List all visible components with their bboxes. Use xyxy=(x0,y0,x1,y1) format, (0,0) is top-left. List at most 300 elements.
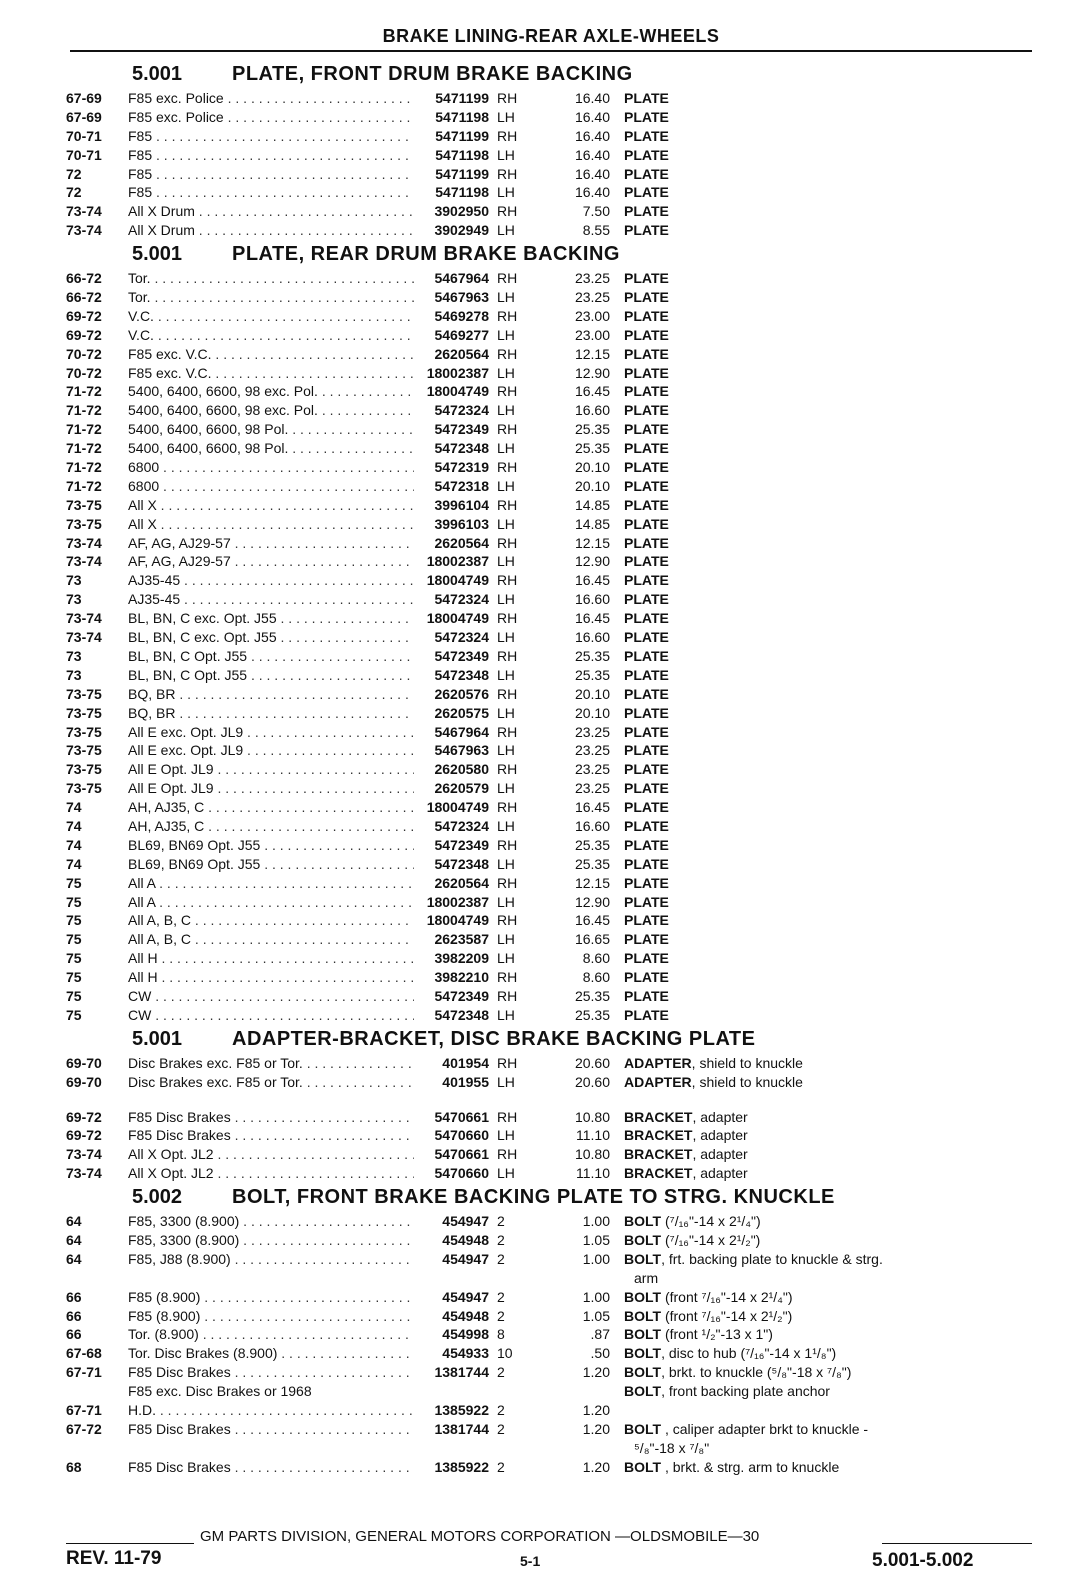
application-cell xyxy=(128,817,414,836)
description-line xyxy=(624,1006,1024,1025)
description-name: PLATE xyxy=(624,307,669,324)
description-cell xyxy=(624,1344,1024,1363)
price-cell: 16.40 xyxy=(574,184,610,201)
description-name: BOLT xyxy=(624,1288,662,1305)
description-cell xyxy=(624,288,1024,307)
price-cell: 16.65 xyxy=(574,931,610,948)
year-cell: 75 xyxy=(66,1006,82,1023)
parts-row xyxy=(66,1420,1032,1458)
description-name: PLATE xyxy=(624,270,669,287)
price-cell: 23.25 xyxy=(574,780,610,797)
application-cell xyxy=(128,779,414,798)
application-cell xyxy=(128,930,414,949)
price-cell: 23.00 xyxy=(574,326,610,343)
section-title: PLATE, FRONT DRUM BRAKE BACKING xyxy=(232,63,633,85)
price-cell: 10.80 xyxy=(574,1108,610,1125)
price-cell: 14.85 xyxy=(574,515,610,532)
description-cell xyxy=(624,1006,1024,1025)
parts-row xyxy=(66,987,1032,1006)
parts-row xyxy=(66,534,1032,553)
quantity-cell: LH xyxy=(497,553,515,570)
description-name: PLATE xyxy=(624,515,669,532)
quantity-cell: RH xyxy=(497,987,518,1004)
quantity-cell: 10 xyxy=(497,1345,513,1362)
price-cell: 20.10 xyxy=(574,685,610,702)
application-line: AH, AJ35, C . . . xyxy=(128,798,414,817)
application-line: All A . . . xyxy=(128,893,414,912)
description-line xyxy=(624,571,1024,590)
quantity-cell: RH xyxy=(497,610,518,627)
application-line: BL, BN, C Opt. J55 . . . xyxy=(128,647,414,666)
price-cell: 25.35 xyxy=(574,666,610,683)
description-cell xyxy=(624,307,1024,326)
description-name: PLATE xyxy=(624,647,669,664)
parts-row xyxy=(66,1288,1032,1307)
description-line xyxy=(624,496,1024,515)
application-cell xyxy=(128,760,414,779)
price-cell: 7.50 xyxy=(582,203,610,220)
application-line: 6800 . . . xyxy=(128,477,414,496)
price-cell: 12.90 xyxy=(574,553,610,570)
description-name: PLATE xyxy=(624,1006,669,1023)
description-line xyxy=(624,1145,1024,1164)
description-line xyxy=(624,288,1024,307)
year-cell: 73-74 xyxy=(66,1165,102,1182)
part-number-cell: 5472319 xyxy=(434,459,489,476)
parts-row xyxy=(66,798,1032,817)
application-line: All H . . . xyxy=(128,949,414,968)
application-cell xyxy=(128,987,414,1006)
price-cell: 23.00 xyxy=(574,307,610,324)
part-number-cell: 18002387 xyxy=(426,893,489,910)
quantity-cell: RH xyxy=(497,647,518,664)
part-number-cell: 2620575 xyxy=(434,704,489,721)
part-number-cell: 2623587 xyxy=(434,931,489,948)
price-cell: 16.40 xyxy=(574,90,610,106)
part-number-cell: 454947 xyxy=(442,1288,489,1305)
description-line xyxy=(624,836,1024,855)
description-detail: , shield to knuckle xyxy=(691,1054,803,1071)
section-number: 5.002 xyxy=(132,1186,183,1209)
description-cell xyxy=(624,760,1024,779)
parts-row xyxy=(66,1006,1032,1025)
year-cell: 73 xyxy=(66,572,82,589)
description-detail: , brkt. to knuckle (⁵/₈"-18 x ⁷/₈") xyxy=(661,1364,852,1381)
application-cell xyxy=(128,1458,414,1477)
description-name: BOLT xyxy=(624,1307,662,1324)
application-cell xyxy=(128,647,414,666)
description-cell xyxy=(624,1126,1024,1145)
description-name: BOLT xyxy=(624,1364,662,1381)
description-name: BRACKET xyxy=(624,1146,693,1163)
application-line: All A . . . xyxy=(128,874,414,893)
description-name: PLATE xyxy=(624,629,669,646)
price-cell: 20.60 xyxy=(574,1054,610,1071)
part-number-cell: 18004749 xyxy=(426,610,489,627)
description-name: PLATE xyxy=(624,459,669,476)
description-cell xyxy=(624,798,1024,817)
quantity-cell: LH xyxy=(497,780,515,797)
description-name: PLATE xyxy=(624,742,669,759)
description-line xyxy=(624,1073,1024,1092)
description-line xyxy=(624,1344,1024,1363)
application-cell xyxy=(128,571,414,590)
application-line: V.C. . . . xyxy=(128,307,414,326)
price-cell: 12.90 xyxy=(574,364,610,381)
application-line: F85 . . . xyxy=(128,165,414,184)
description-cell xyxy=(624,1164,1024,1183)
parts-row xyxy=(66,1325,1032,1344)
description-line xyxy=(624,911,1024,930)
description-name: PLATE xyxy=(624,780,669,797)
year-cell: 67-71 xyxy=(66,1402,102,1419)
part-number-cell: 2620564 xyxy=(434,874,489,891)
description-name: BOLT xyxy=(624,1250,662,1267)
year-cell: 73-74 xyxy=(66,222,102,239)
description-cell xyxy=(624,817,1024,836)
parts-row xyxy=(66,949,1032,968)
description-name: BOLT xyxy=(624,1420,662,1437)
quantity-cell: RH xyxy=(497,912,518,929)
quantity-cell: 2 xyxy=(497,1420,505,1437)
quantity-cell: LH xyxy=(497,326,515,343)
parts-row xyxy=(66,221,1032,240)
application-cell xyxy=(128,704,414,723)
parts-row xyxy=(66,477,1032,496)
description-name: BRACKET xyxy=(624,1108,693,1125)
year-cell: 66 xyxy=(66,1307,82,1324)
part-number-cell: 5472348 xyxy=(434,1006,489,1023)
description-line xyxy=(624,269,1024,288)
application-line: F85 (8.900) . . . xyxy=(128,1288,414,1307)
year-cell: 67-68 xyxy=(66,1345,102,1362)
application-cell xyxy=(128,345,414,364)
description-line xyxy=(624,458,1024,477)
part-number-cell: 5472349 xyxy=(434,836,489,853)
quantity-cell: RH xyxy=(497,572,518,589)
parts-row xyxy=(66,307,1032,326)
section-header xyxy=(66,1025,1032,1054)
year-cell: 75 xyxy=(66,987,82,1004)
description-line xyxy=(624,202,1024,221)
application-cell xyxy=(128,1212,414,1231)
description-cell xyxy=(624,221,1024,240)
parts-row xyxy=(66,1344,1032,1363)
application-line: F85 exc. Police . . . xyxy=(128,108,414,127)
description-name: BRACKET xyxy=(624,1127,693,1144)
description-cell xyxy=(624,108,1024,127)
year-cell: 69-72 xyxy=(66,307,102,324)
quantity-cell: RH xyxy=(497,496,518,513)
description-cell xyxy=(624,779,1024,798)
parts-row xyxy=(66,930,1032,949)
application-line: F85 Disc Brakes . . . xyxy=(128,1363,414,1382)
price-cell: 12.15 xyxy=(574,874,610,891)
price-cell: 8.55 xyxy=(582,222,610,239)
application-cell xyxy=(128,1231,414,1250)
year-cell: 64 xyxy=(66,1250,82,1267)
price-cell: 25.35 xyxy=(574,421,610,438)
application-cell xyxy=(128,741,414,760)
description-line xyxy=(624,1288,1024,1307)
parts-listing xyxy=(66,60,1032,1477)
price-cell: 16.45 xyxy=(574,610,610,627)
application-line: 6800 . . . xyxy=(128,458,414,477)
description-name: PLATE xyxy=(624,855,669,872)
description-cell xyxy=(624,1288,1024,1307)
price-cell: 23.25 xyxy=(574,761,610,778)
part-number-cell: 18004749 xyxy=(426,799,489,816)
description-name: PLATE xyxy=(624,666,669,683)
footer-publisher: GM PARTS DIVISION, GENERAL MOTORS CORPORATION —OLDSMOBILE—30 xyxy=(200,1528,760,1545)
description-line xyxy=(624,1325,1024,1344)
application-line: AF, AG, AJ29-57 . . . xyxy=(128,552,414,571)
description-name: PLATE xyxy=(624,146,669,163)
application-line: H.D. . . . xyxy=(128,1401,414,1420)
price-cell: 16.40 xyxy=(574,108,610,125)
description-cell xyxy=(624,609,1024,628)
price-cell: 16.60 xyxy=(574,402,610,419)
parts-row xyxy=(66,496,1032,515)
description-name: PLATE xyxy=(624,496,669,513)
year-cell: 66 xyxy=(66,1326,82,1343)
price-cell: 16.40 xyxy=(574,165,610,182)
parts-row xyxy=(66,968,1032,987)
description-line xyxy=(624,221,1024,240)
year-cell: 73-74 xyxy=(66,1146,102,1163)
description-name: PLATE xyxy=(624,591,669,608)
part-number-cell: 5471198 xyxy=(435,108,489,125)
application-cell xyxy=(128,420,414,439)
description-line xyxy=(624,515,1024,534)
application-line: All X . . . xyxy=(128,515,414,534)
application-line: Disc Brakes exc. F85 or Tor. . . . xyxy=(128,1073,414,1092)
quantity-cell: LH xyxy=(497,440,515,457)
price-cell: 20.60 xyxy=(574,1073,610,1090)
parts-row xyxy=(66,1231,1032,1250)
description-line xyxy=(624,89,1024,108)
description-cell xyxy=(624,1250,1024,1288)
quantity-cell: LH xyxy=(497,629,515,646)
description-name: PLATE xyxy=(624,383,669,400)
part-number-cell: 5467964 xyxy=(434,723,489,740)
price-cell: 1.05 xyxy=(582,1307,610,1324)
year-cell: 71-72 xyxy=(66,383,102,400)
application-line: AJ35-45 . . . xyxy=(128,571,414,590)
footer-rule-right xyxy=(882,1543,1032,1544)
parts-row xyxy=(66,628,1032,647)
application-cell xyxy=(128,1344,414,1363)
quantity-cell: RH xyxy=(497,799,518,816)
parts-row xyxy=(66,183,1032,202)
application-line: F85 . . . xyxy=(128,183,414,202)
description-cell xyxy=(624,477,1024,496)
footer-rule-left xyxy=(66,1543,194,1544)
year-cell: 67-72 xyxy=(66,1420,102,1437)
application-cell xyxy=(128,89,414,108)
description-cell xyxy=(624,571,1024,590)
price-cell: 12.90 xyxy=(574,893,610,910)
price-cell: 8.60 xyxy=(582,950,610,967)
description-detail: , front backing plate anchor xyxy=(661,1383,830,1400)
quantity-cell: RH xyxy=(497,1108,518,1125)
application-line: F85 (8.900) . . . xyxy=(128,1307,414,1326)
description-detail: , caliper adapter brkt to knuckle - xyxy=(661,1420,869,1437)
description-line xyxy=(624,307,1024,326)
parts-row xyxy=(66,202,1032,221)
description-line xyxy=(624,382,1024,401)
year-cell: 69-70 xyxy=(66,1073,102,1090)
parts-row xyxy=(66,893,1032,912)
description-line xyxy=(624,364,1024,383)
application-line: 5400, 6400, 6600, 98 Pol. . . . xyxy=(128,420,414,439)
application-cell xyxy=(128,382,414,401)
description-line xyxy=(624,1458,1024,1477)
parts-row xyxy=(66,836,1032,855)
part-number-cell: 1385922 xyxy=(434,1458,489,1475)
description-name: PLATE xyxy=(624,704,669,721)
year-cell: 73-75 xyxy=(66,685,102,702)
description-name: BOLT xyxy=(624,1213,662,1230)
parts-row xyxy=(66,515,1032,534)
price-cell: 23.25 xyxy=(574,270,610,287)
description-cell xyxy=(624,202,1024,221)
description-cell xyxy=(624,1231,1024,1250)
quantity-cell: RH xyxy=(497,836,518,853)
description-name: PLATE xyxy=(624,402,669,419)
quantity-cell: RH xyxy=(497,307,518,324)
part-number-cell: 5470661 xyxy=(434,1108,489,1125)
description-name: PLATE xyxy=(624,553,669,570)
description-name: PLATE xyxy=(624,108,669,125)
section-header xyxy=(66,1183,1032,1212)
quantity-cell: LH xyxy=(497,364,515,381)
description-name: PLATE xyxy=(624,421,669,438)
parts-row xyxy=(66,1164,1032,1183)
description-cell xyxy=(624,836,1024,855)
quantity-cell: LH xyxy=(497,704,515,721)
description-detail: , adapter xyxy=(692,1165,748,1182)
description-line xyxy=(624,1231,1024,1250)
part-number-cell: 5470660 xyxy=(434,1127,489,1144)
application-line: AH, AJ35, C . . . xyxy=(128,817,414,836)
description-cell xyxy=(624,1145,1024,1164)
part-number-cell: 5471199 xyxy=(435,165,489,182)
description-line xyxy=(624,798,1024,817)
description-cell xyxy=(624,723,1024,742)
parts-row xyxy=(66,364,1032,383)
parts-row xyxy=(66,723,1032,742)
application-cell xyxy=(128,968,414,987)
application-cell xyxy=(128,165,414,184)
part-number-cell: 5467964 xyxy=(434,270,489,287)
description-cell xyxy=(624,534,1024,553)
application-cell xyxy=(128,183,414,202)
description-line xyxy=(624,1439,1024,1458)
description-name: PLATE xyxy=(624,610,669,627)
description-line xyxy=(624,401,1024,420)
application-cell xyxy=(128,1250,414,1269)
price-cell: 8.60 xyxy=(582,969,610,986)
price-cell: 1.00 xyxy=(582,1213,610,1230)
description-name: PLATE xyxy=(624,127,669,144)
parts-row xyxy=(66,288,1032,307)
description-name: BOLT xyxy=(624,1383,662,1400)
part-number-cell: 1381744 xyxy=(434,1364,489,1381)
application-line: F85 . . . xyxy=(128,127,414,146)
description-detail: , adapter xyxy=(692,1127,748,1144)
year-cell: 70-71 xyxy=(66,127,102,144)
price-cell: 1.20 xyxy=(582,1364,610,1381)
application-cell xyxy=(128,949,414,968)
description-line xyxy=(624,685,1024,704)
section-number: 5.001 xyxy=(132,243,183,266)
part-number-cell: 5472324 xyxy=(434,591,489,608)
description-name: PLATE xyxy=(624,817,669,834)
application-cell xyxy=(128,893,414,912)
part-number-cell: 5472348 xyxy=(434,666,489,683)
parts-row xyxy=(66,1108,1032,1127)
application-cell xyxy=(128,911,414,930)
application-cell xyxy=(128,1420,414,1439)
application-cell xyxy=(128,307,414,326)
price-cell: 11.10 xyxy=(576,1165,610,1182)
description-name: PLATE xyxy=(624,723,669,740)
price-cell: 20.10 xyxy=(574,459,610,476)
application-line: Tor. . . . xyxy=(128,269,414,288)
part-number-cell: 5472349 xyxy=(434,421,489,438)
year-cell: 69-72 xyxy=(66,1127,102,1144)
application-line: All X . . . xyxy=(128,496,414,515)
application-line: Tor. (8.900) . . . xyxy=(128,1325,414,1344)
description-detail: arm xyxy=(634,1269,659,1286)
footer-section-range: 5.001-5.002 xyxy=(872,1550,974,1571)
footer-revision: REV. 11-79 xyxy=(66,1548,162,1569)
description-line xyxy=(624,741,1024,760)
parts-row xyxy=(66,1458,1032,1477)
quantity-cell: LH xyxy=(497,950,515,967)
application-cell xyxy=(128,202,414,221)
parts-row xyxy=(66,1212,1032,1231)
application-cell xyxy=(128,108,414,127)
application-line: BQ, BR . . . xyxy=(128,704,414,723)
application-cell xyxy=(128,628,414,647)
quantity-cell: LH xyxy=(497,184,515,201)
application-line: All X Drum . . . xyxy=(128,221,414,240)
application-cell xyxy=(128,1108,414,1127)
part-number-cell: 18004749 xyxy=(426,912,489,929)
parts-row xyxy=(66,345,1032,364)
quantity-cell: LH xyxy=(497,855,515,872)
description-cell xyxy=(624,1458,1024,1477)
application-line: F85 Disc Brakes . . . xyxy=(128,1458,414,1477)
description-line xyxy=(624,345,1024,364)
application-cell xyxy=(128,855,414,874)
description-line xyxy=(624,987,1024,1006)
quantity-cell: RH xyxy=(497,685,518,702)
part-number-cell: 401954 xyxy=(442,1054,489,1071)
application-line: Tor. . . . xyxy=(128,288,414,307)
year-cell: 73-75 xyxy=(66,761,102,778)
page-title: BRAKE LINING-REAR AXLE-WHEELS xyxy=(382,26,720,46)
application-cell xyxy=(128,798,414,817)
part-number-cell: 3996104 xyxy=(434,496,489,513)
part-number-cell: 5472324 xyxy=(434,817,489,834)
application-line: F85 Disc Brakes . . . xyxy=(128,1420,414,1439)
part-number-cell: 5467963 xyxy=(434,289,489,306)
description-line xyxy=(624,552,1024,571)
application-cell xyxy=(128,458,414,477)
